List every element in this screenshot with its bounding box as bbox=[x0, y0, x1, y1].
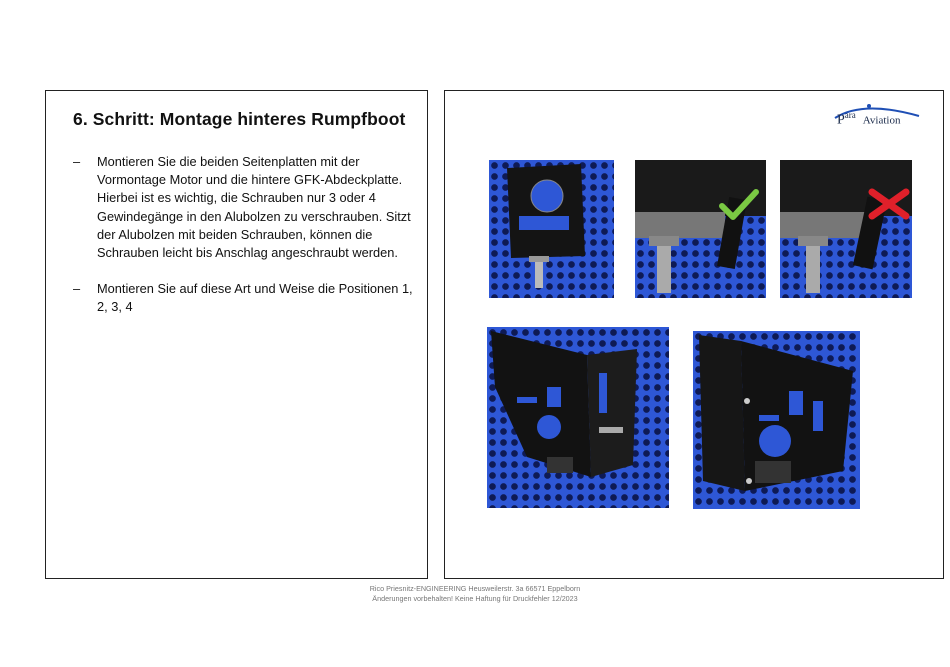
footer-line-1: Rico Priesnitz-ENGINEERING Heusweilerstr. 3a 66571 Eppelborn bbox=[369, 584, 581, 593]
bullet-text: Montieren Sie auf diese Art und Weise die Positionen 1, 2, 3, 4 bbox=[97, 281, 413, 315]
instruction-panel bbox=[45, 90, 428, 579]
check-icon bbox=[719, 188, 759, 222]
instruction-list bbox=[73, 153, 413, 335]
photo-assembled-right bbox=[693, 331, 860, 509]
photo-correct-screw bbox=[635, 160, 766, 298]
photo-panel bbox=[444, 90, 944, 579]
photo-side-plate-overview bbox=[489, 160, 614, 298]
cross-icon bbox=[868, 188, 910, 220]
para-aviation-logo bbox=[833, 100, 923, 130]
list-item bbox=[73, 153, 413, 262]
bullet-marker: – bbox=[73, 154, 81, 169]
footer-line-2: Änderungen vorbehalten! Keine Haftung für Druckfehler 12/2023 bbox=[372, 594, 578, 603]
bullet-marker: – bbox=[73, 281, 81, 297]
step-heading: 6. Schritt: Montage hinteres Rumpfboot bbox=[73, 109, 406, 129]
photo-wrong-screw bbox=[780, 160, 912, 298]
part-illustration bbox=[489, 160, 614, 298]
bullet-text: Montieren Sie die beiden Seitenplatten mit der Vormontage Motor und die hintere GFK-Abdeckplatte. Hierbei ist es wichtig, die Schrauben nur 3 oder 4 Gewindegänge in den Alubolzen zu verschrauben. Sitzt der Alubolzen mit beiden Schrauben, können die Schrauben leicht bis Anschlag angeschraubt werden. bbox=[97, 154, 411, 261]
logo-text: $P^{ara}$ Aviation bbox=[837, 110, 901, 128]
photo-assembled-left bbox=[487, 327, 669, 508]
list-item bbox=[73, 280, 413, 316]
